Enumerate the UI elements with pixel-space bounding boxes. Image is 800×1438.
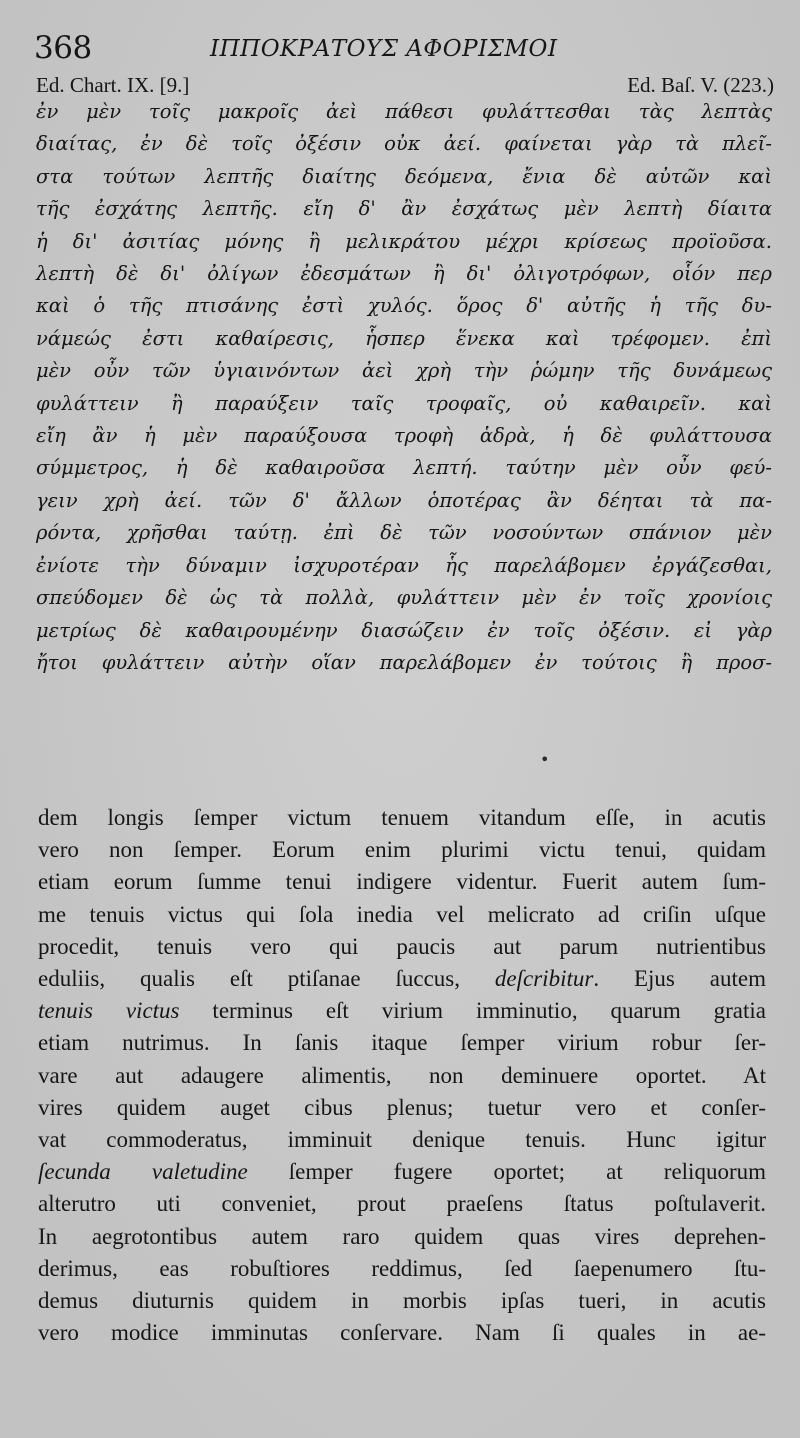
page-number: 368	[34, 30, 92, 66]
edition-chart-reference: Ed. Chart. IX. [9.]	[36, 73, 190, 97]
greek-text-line: ἐνίοτε τὴν δύναμιν ἰσχυροτέραν ἧς παρελάβομεν ἐργάζεσθαι,	[36, 553, 772, 577]
greek-text-line: διαίτας, ἐν δὲ τοῖς ὀξέσιν οὐκ ἀεί. φαίνεται γὰρ τὰ πλεῖ-	[36, 132, 772, 156]
greek-text-line: εἴη ἂν ἡ μὲν παραύξουσα τροφὴ ἁδρὰ, ἡ δὲ φυλάττουσα	[36, 424, 772, 448]
latin-text-run: vires quidem auget cibus plenus; tuetur vero et conſer-	[38, 1094, 766, 1120]
latin-text-line	[38, 963, 766, 995]
latin-text-line	[38, 802, 766, 834]
latin-text-run: In aegrotontibus autem raro quidem quas vires deprehen-	[38, 1223, 766, 1249]
latin-text-run: dem longis ſemper victum tenuem vitandum eſſe, in acutis	[38, 805, 766, 830]
ornament-dot: •	[540, 750, 550, 769]
latin-text-line	[38, 931, 766, 963]
latin-text-run: me tenuis victus qui ſola inedia vel melicrato ad criſin uſque	[38, 901, 766, 927]
latin-text-line	[38, 834, 766, 866]
latin-text-line	[38, 1156, 766, 1188]
latin-text-line	[38, 866, 766, 898]
latin-text-run: demus diuturnis quidem in morbis ipſas tueri, in acutis	[38, 1288, 766, 1314]
latin-text-line	[38, 1092, 766, 1124]
latin-text-run: vat commoderatus, imminuit denique tenuis. Hunc igitur	[38, 1127, 766, 1153]
latin-text-run: terminus eſt virium imminutio, quarum gratia	[179, 998, 767, 1024]
greek-text-line: ἐν μὲν τοῖς μακροῖς ἀεὶ πάθεσι φυλάττεσθαι τὰς λεπτὰς	[36, 100, 772, 123]
latin-text-run: vero non ſemper. Eorum enim plurimi victu tenui, quidam	[38, 837, 766, 863]
latin-text-run: ſemper fugere oportet; at reliquorum	[247, 1159, 766, 1185]
edition-basel-reference: Ed. Baſ. V. (223.)	[627, 73, 774, 97]
greek-text-line: σύμμετρος, ἡ δὲ καθαιροῦσα λεπτή. ταύτην μὲν οὖν φεύ-	[36, 456, 772, 480]
latin-text-run: etiam eorum ſumme tenui indigere videntur. Fuerit autem ſum-	[38, 869, 766, 895]
latin-italic-run: deſcribitur	[494, 966, 594, 992]
latin-text-line	[38, 1253, 766, 1285]
latin-text-run: etiam nutrimus. In ſanis itaque ſemper virium robur ſer-	[38, 1030, 766, 1056]
greek-text-line: μὲν οὖν τῶν ὑγιαινόντων ἀεὶ χρὴ τὴν ῥώμην τῆς δυνάμεως	[36, 359, 772, 383]
greek-text-line: στα τούτων λεπτῆς διαίτης δεόμενα, ἔνια δὲ αὐτῶν καὶ	[36, 164, 772, 188]
latin-text-line	[38, 1317, 766, 1349]
latin-text-line	[38, 899, 766, 931]
latin-text-line	[38, 1060, 766, 1092]
latin-italic-run: tenuis victus	[38, 998, 180, 1024]
latin-text-run: eduliis, qualis eſt ptiſanae ſuccus,	[38, 966, 495, 992]
latin-italic-run: ſecunda valetudine	[38, 1159, 248, 1185]
latin-text-run: derimus, eas robuſtiores reddimus, ſed ſaepenumero ſtu-	[38, 1255, 766, 1281]
latin-text-line	[38, 995, 766, 1027]
latin-text-line	[38, 1124, 766, 1156]
latin-text-run: vero modice imminutas conſervare. Nam ſi quales in ae-	[38, 1320, 766, 1346]
greek-text-line: νάμεώς ἐστι καθαίρεσις, ἧσπερ ἕνεκα καὶ τρέφομεν. ἐπὶ	[36, 326, 772, 350]
running-title: ΙΠΠΟΚΡΑΤΟΥΣ ΑΦΟΡΙΣΜΟΙ	[210, 36, 558, 62]
greek-text-line: ἤτοι φυλάττειν αὐτὴν οἵαν παρελάβομεν ἐν τούτοις ἢ προσ-	[36, 650, 772, 674]
greek-text-line: ἡ δι' ἀσιτίας μόνης ἢ μελικράτου μέχρι κρίσεως προϊοῦσα.	[36, 229, 772, 253]
greek-text-line: γειν χρὴ ἀεί. τῶν δ' ἄλλων ὁποτέρας ἂν δέηται τὰ πα-	[36, 488, 772, 512]
greek-text-line: τῆς ἐσχάτης λεπτῆς. εἴη δ' ἂν ἐσχάτως μὲν λεπτὴ δίαιτα	[36, 197, 772, 221]
latin-text-line	[38, 1188, 766, 1220]
greek-text-line: μετρίως δὲ καθαιρουμένην διασώζειν ἐν τοῖς ὀξέσιν. εἰ γὰρ	[36, 618, 772, 642]
greek-text-line: ρόντα, χρῆσθαι ταύτῃ. ἐπὶ δὲ τῶν νοσούντων σπάνιον μὲν	[36, 521, 772, 545]
latin-text-line	[38, 1221, 766, 1253]
latin-text-run: vare aut adaugere alimentis, non deminuere oportet. At	[38, 1062, 766, 1088]
greek-text-block	[36, 96, 772, 679]
latin-text-run: alterutro uti conveniet, prout praeſens ſtatus poſtulaverit.	[38, 1191, 766, 1217]
greek-text-line: σπεύδομεν δὲ ὡς τὰ πολλὰ, φυλάττειν μὲν ἐν τοῖς χρονίοις	[36, 586, 772, 610]
latin-text-run: procedit, tenuis vero qui paucis aut parum nutrientibus	[38, 933, 766, 959]
greek-text-line: λεπτὴ δὲ δι' ὀλίγων ἐδεσμάτων ἢ δι' ὀλιγοτρόφων, οἷόν περ	[36, 262, 772, 286]
latin-text-line	[38, 1285, 766, 1317]
greek-text-line: καὶ ὁ τῆς πτισάνης ἐστὶ χυλός. ὅρος δ' αὐτῆς ἡ τῆς δυ-	[36, 294, 772, 318]
page-header	[34, 30, 774, 70]
latin-text-block	[38, 802, 766, 1349]
latin-text-run: . Ejus autem	[593, 966, 766, 992]
greek-text-line: φυλάττειν ἢ παραύξειν ταῖς τροφαῖς, οὐ καθαιρεῖν. καὶ	[36, 391, 772, 415]
latin-text-line	[38, 1027, 766, 1059]
